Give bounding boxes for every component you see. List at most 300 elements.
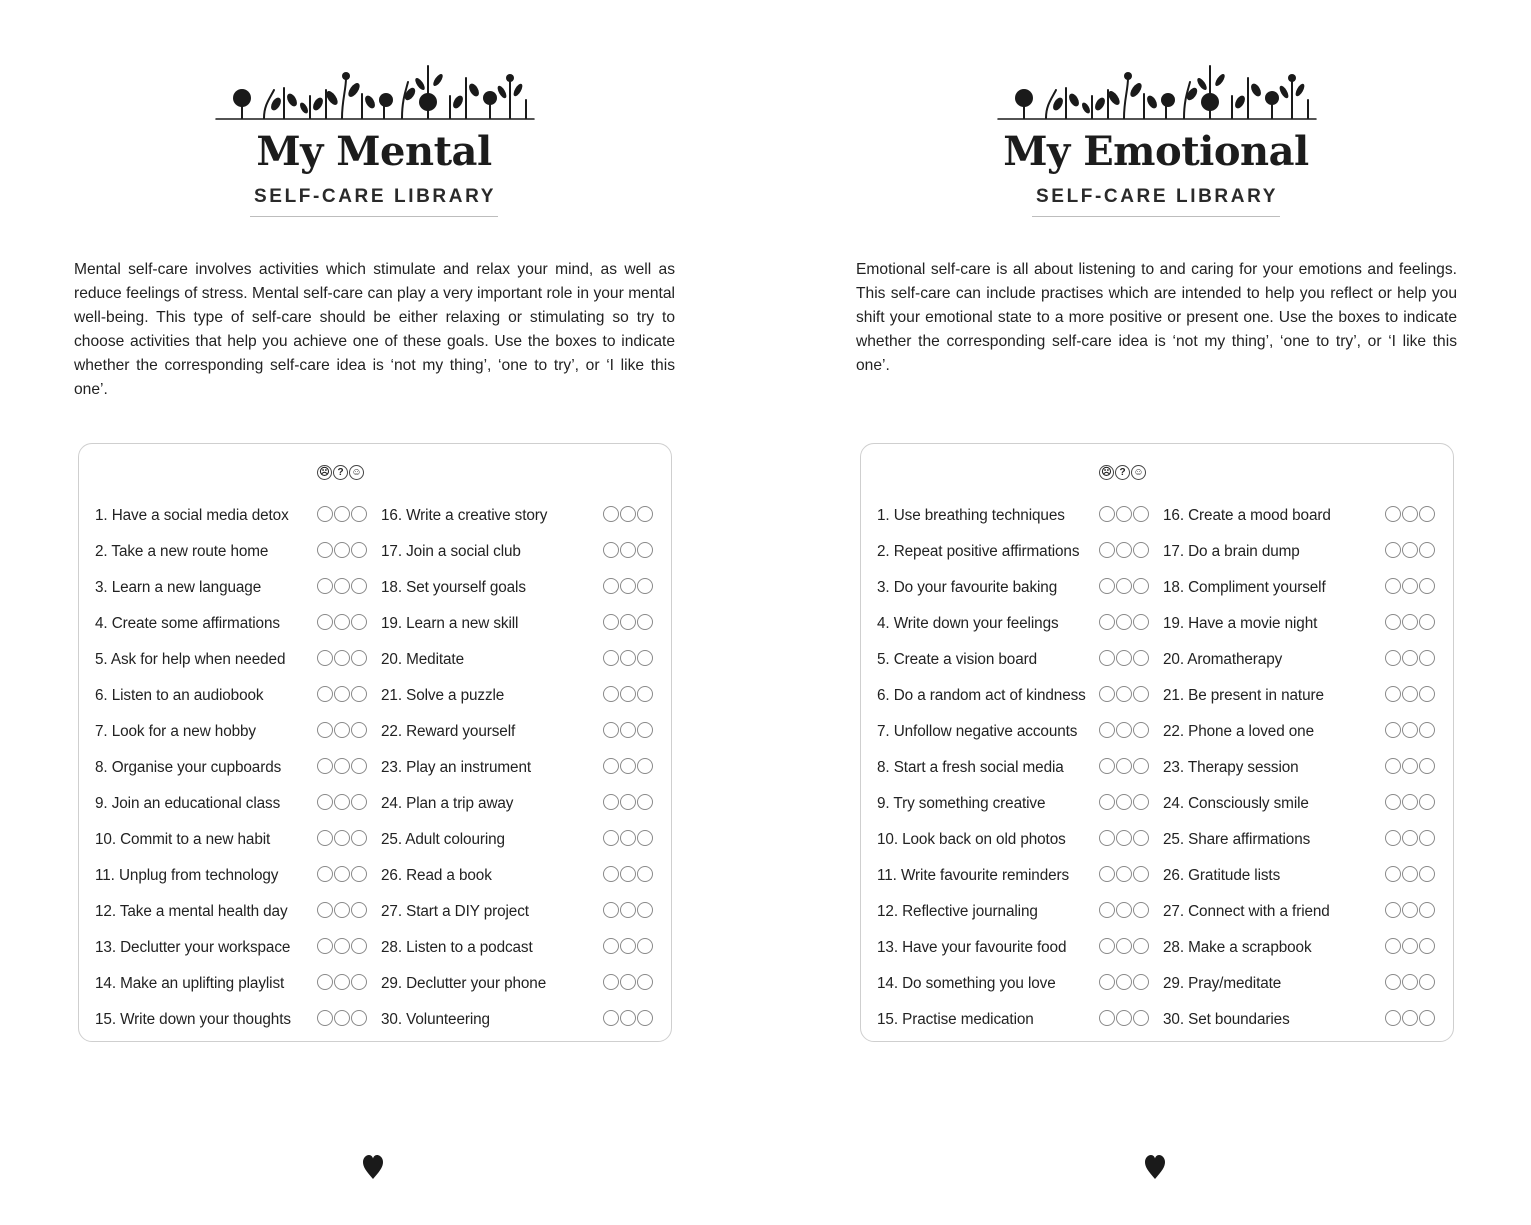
item-label: 27. Connect with a friend [1163,903,1330,920]
item-label: 12. Take a mental health day [95,903,288,920]
like-this-one-checkbox[interactable] [351,902,367,918]
one-to-try-checkbox[interactable] [1116,686,1132,702]
like-this-one-checkbox[interactable] [1419,830,1435,846]
like-this-one-checkbox[interactable] [1419,722,1435,738]
not-my-thing-checkbox[interactable] [1385,974,1401,990]
rating-boxes [603,722,653,738]
rating-boxes [317,650,367,666]
intro-paragraph: Mental self-care involves activities which stimulate and relax your mind, as well as reduce feelings of stress. Mental self-care can play a very important role in your mental well-being. This type of self-care should be either relaxing or stimulating so try to choose activities that help you achieve one of these goals. Use the boxes to indicate whether the corresponding self-care idea is ‘not my thing’, ‘one to try’, or ‘I like this one’. [74,261,675,398]
like-this-one-checkbox[interactable] [1419,794,1435,810]
heart-icon [1144,1154,1166,1180]
item-label: 4. Write down your feelings [877,615,1059,632]
like-this-one-checkbox[interactable] [1133,578,1149,594]
like-this-one-checkbox[interactable] [351,542,367,558]
item-label: 22. Phone a loved one [1163,723,1314,740]
like-this-one-checkbox[interactable] [637,614,653,630]
item-label: 6. Listen to an audiobook [95,687,264,704]
not-my-thing-checkbox[interactable] [317,974,333,990]
one-to-try-checkbox[interactable] [620,686,636,702]
one-to-try-checkbox[interactable] [620,758,636,774]
list-item [381,498,661,534]
like-this-one-checkbox[interactable] [1133,794,1149,810]
one-to-try-checkbox[interactable] [620,542,636,558]
like-this-one-checkbox[interactable] [1133,650,1149,666]
not-my-thing-checkbox[interactable] [1099,506,1115,522]
list-item [95,930,375,966]
one-to-try-checkbox[interactable] [1116,650,1132,666]
list-item [1163,786,1443,822]
list-item [1163,678,1443,714]
one-to-try-checkbox[interactable] [1402,830,1418,846]
not-my-thing-checkbox[interactable] [603,1010,619,1026]
list-item [1163,858,1443,894]
like-this-one-checkbox[interactable] [351,974,367,990]
list-item [1163,822,1443,858]
like-this-one-checkbox[interactable] [1419,578,1435,594]
one-to-try-checkbox[interactable] [620,902,636,918]
one-to-try-checkbox[interactable] [334,938,350,954]
item-label: 15. Write down your thoughts [95,1011,291,1028]
one-to-try-checkbox[interactable] [1116,542,1132,558]
list-item [1163,534,1443,570]
one-to-try-checkbox[interactable] [334,866,350,882]
not-my-thing-checkbox[interactable] [603,830,619,846]
one-to-try-checkbox[interactable] [1116,506,1132,522]
one-to-try-checkbox[interactable] [620,974,636,990]
like-this-one-checkbox[interactable] [1419,1010,1435,1026]
rating-boxes [1385,650,1435,666]
not-my-thing-checkbox[interactable] [603,650,619,666]
one-to-try-checkbox[interactable] [620,830,636,846]
rating-boxes [317,974,367,990]
not-my-thing-checkbox[interactable] [1099,938,1115,954]
rating-boxes [1385,686,1435,702]
like-this-one-checkbox[interactable] [1133,722,1149,738]
not-my-thing-checkbox[interactable] [1385,1010,1401,1026]
one-to-try-checkbox[interactable] [1402,686,1418,702]
one-to-try-checkbox[interactable] [334,686,350,702]
like-this-one-checkbox[interactable] [351,794,367,810]
like-this-one-checkbox[interactable] [1133,506,1149,522]
list-item [381,822,661,858]
one-to-try-checkbox[interactable] [1116,830,1132,846]
smile-face-icon: ☺ [1131,465,1146,480]
not-my-thing-checkbox[interactable] [317,794,333,810]
rating-boxes [317,866,367,882]
self-care-checklist [860,443,1454,1042]
not-my-thing-checkbox[interactable] [1385,830,1401,846]
not-my-thing-checkbox[interactable] [1099,758,1115,774]
one-to-try-checkbox[interactable] [334,542,350,558]
item-label: 30. Volunteering [381,1011,490,1028]
like-this-one-checkbox[interactable] [1133,830,1149,846]
one-to-try-checkbox[interactable] [334,722,350,738]
like-this-one-checkbox[interactable] [351,830,367,846]
list-item [381,750,661,786]
not-my-thing-checkbox[interactable] [317,902,333,918]
list-item [95,822,375,858]
like-this-one-checkbox[interactable] [1133,866,1149,882]
like-this-one-checkbox[interactable] [1419,686,1435,702]
one-to-try-checkbox[interactable] [1116,758,1132,774]
one-to-try-checkbox[interactable] [620,506,636,522]
one-to-try-checkbox[interactable] [334,830,350,846]
checklist-column-1 [95,498,375,1038]
item-label: 9. Join an educational class [95,795,281,812]
one-to-try-checkbox[interactable] [1116,938,1132,954]
question-icon: ? [1115,465,1130,480]
like-this-one-checkbox[interactable] [637,578,653,594]
list-item [877,606,1157,642]
like-this-one-checkbox[interactable] [351,866,367,882]
list-item [381,930,661,966]
not-my-thing-checkbox[interactable] [317,542,333,558]
one-to-try-checkbox[interactable] [1116,902,1132,918]
one-to-try-checkbox[interactable] [1402,902,1418,918]
one-to-try-checkbox[interactable] [620,794,636,810]
item-label: 14. Do something you love [877,975,1056,992]
list-item [95,750,375,786]
one-to-try-checkbox[interactable] [1116,794,1132,810]
floral-border-illustration [996,60,1318,122]
not-my-thing-checkbox[interactable] [603,578,619,594]
not-my-thing-checkbox[interactable] [1099,974,1115,990]
like-this-one-checkbox[interactable] [637,1010,653,1026]
not-my-thing-checkbox[interactable] [1385,686,1401,702]
like-this-one-checkbox[interactable] [1133,542,1149,558]
like-this-one-checkbox[interactable] [1419,974,1435,990]
like-this-one-checkbox[interactable] [1133,686,1149,702]
like-this-one-checkbox[interactable] [637,506,653,522]
rating-boxes [603,902,653,918]
list-item [381,714,661,750]
one-to-try-checkbox[interactable] [334,614,350,630]
rating-boxes [1385,830,1435,846]
not-my-thing-checkbox[interactable] [317,758,333,774]
list-item [381,606,661,642]
item-label: 21. Solve a puzzle [381,687,505,704]
list-item [95,642,375,678]
right-page [782,0,1531,1225]
list-item [381,1002,661,1038]
smile-face-icon: ☺ [349,465,364,480]
list-item [95,1002,375,1038]
list-item [1163,642,1443,678]
self-care-checklist [78,443,672,1042]
checklist-column-2 [1163,498,1443,1038]
not-my-thing-checkbox[interactable] [603,938,619,954]
rating-boxes [603,542,653,558]
like-this-one-checkbox[interactable] [637,542,653,558]
like-this-one-checkbox[interactable] [1133,938,1149,954]
like-this-one-checkbox[interactable] [351,938,367,954]
not-my-thing-checkbox[interactable] [603,722,619,738]
list-item [95,786,375,822]
not-my-thing-checkbox[interactable] [317,866,333,882]
not-my-thing-checkbox[interactable] [603,974,619,990]
like-this-one-checkbox[interactable] [351,1010,367,1026]
rating-boxes [1099,794,1149,810]
one-to-try-checkbox[interactable] [334,794,350,810]
not-my-thing-checkbox[interactable] [1099,1010,1115,1026]
item-label: 17. Join a social club [381,543,521,560]
item-label: 16. Create a mood board [1163,507,1331,524]
one-to-try-checkbox[interactable] [620,938,636,954]
like-this-one-checkbox[interactable] [1133,902,1149,918]
one-to-try-checkbox[interactable] [620,1010,636,1026]
like-this-one-checkbox[interactable] [351,758,367,774]
one-to-try-checkbox[interactable] [1402,578,1418,594]
like-this-one-checkbox[interactable] [637,650,653,666]
not-my-thing-checkbox[interactable] [1385,794,1401,810]
like-this-one-checkbox[interactable] [637,974,653,990]
not-my-thing-checkbox[interactable] [1099,902,1115,918]
rating-boxes [1385,542,1435,558]
one-to-try-checkbox[interactable] [620,722,636,738]
item-label: 13. Declutter your workspace [95,939,291,956]
sad-face-icon: ☹ [317,465,332,480]
rating-boxes [1385,1010,1435,1026]
like-this-one-checkbox[interactable] [1133,758,1149,774]
item-label: 19. Learn a new skill [381,615,519,632]
not-my-thing-checkbox[interactable] [1099,614,1115,630]
item-label: 20. Meditate [381,651,464,668]
not-my-thing-checkbox[interactable] [317,830,333,846]
item-label: 28. Listen to a podcast [381,939,533,956]
list-item [95,678,375,714]
not-my-thing-checkbox[interactable] [317,614,333,630]
rating-legend [317,465,364,480]
not-my-thing-checkbox[interactable] [317,650,333,666]
like-this-one-checkbox[interactable] [637,722,653,738]
not-my-thing-checkbox[interactable] [603,758,619,774]
like-this-one-checkbox[interactable] [351,506,367,522]
list-item [95,534,375,570]
like-this-one-checkbox[interactable] [1419,650,1435,666]
not-my-thing-checkbox[interactable] [1385,902,1401,918]
rating-boxes [1385,722,1435,738]
rating-boxes [1385,614,1435,630]
one-to-try-checkbox[interactable] [1116,1010,1132,1026]
list-item [877,858,1157,894]
like-this-one-checkbox[interactable] [351,578,367,594]
not-my-thing-checkbox[interactable] [603,902,619,918]
rating-boxes [317,722,367,738]
item-label: 1. Have a social media detox [95,507,289,524]
like-this-one-checkbox[interactable] [637,758,653,774]
not-my-thing-checkbox[interactable] [1099,578,1115,594]
one-to-try-checkbox[interactable] [1402,542,1418,558]
like-this-one-checkbox[interactable] [637,794,653,810]
list-item [877,534,1157,570]
like-this-one-checkbox[interactable] [1419,542,1435,558]
checklist-column-1 [877,498,1157,1038]
item-label: 6. Do a random act of kindness [877,687,1086,704]
rating-boxes [1099,686,1149,702]
one-to-try-checkbox[interactable] [1402,650,1418,666]
one-to-try-checkbox[interactable] [334,758,350,774]
list-item [877,678,1157,714]
like-this-one-checkbox[interactable] [637,902,653,918]
list-item [381,966,661,1002]
like-this-one-checkbox[interactable] [637,686,653,702]
not-my-thing-checkbox[interactable] [1099,686,1115,702]
not-my-thing-checkbox[interactable] [1385,938,1401,954]
one-to-try-checkbox[interactable] [1402,1010,1418,1026]
list-item [381,786,661,822]
list-item [95,606,375,642]
rating-boxes [1099,614,1149,630]
not-my-thing-checkbox[interactable] [1099,794,1115,810]
item-label: 2. Repeat positive affirmations [877,543,1080,560]
like-this-one-checkbox[interactable] [637,830,653,846]
like-this-one-checkbox[interactable] [1133,614,1149,630]
not-my-thing-checkbox[interactable] [1385,866,1401,882]
not-my-thing-checkbox[interactable] [603,542,619,558]
like-this-one-checkbox[interactable] [351,614,367,630]
one-to-try-checkbox[interactable] [1402,866,1418,882]
like-this-one-checkbox[interactable] [1133,974,1149,990]
list-item [877,750,1157,786]
one-to-try-checkbox[interactable] [1402,722,1418,738]
rating-boxes [317,686,367,702]
not-my-thing-checkbox[interactable] [1385,542,1401,558]
not-my-thing-checkbox[interactable] [1099,722,1115,738]
one-to-try-checkbox[interactable] [620,866,636,882]
one-to-try-checkbox[interactable] [620,578,636,594]
one-to-try-checkbox[interactable] [1116,866,1132,882]
not-my-thing-checkbox[interactable] [1385,614,1401,630]
sad-face-icon: ☹ [1099,465,1114,480]
rating-boxes [603,974,653,990]
item-label: 12. Reflective journaling [877,903,1038,920]
one-to-try-checkbox[interactable] [334,578,350,594]
list-item [877,714,1157,750]
one-to-try-checkbox[interactable] [1402,758,1418,774]
rating-boxes [1385,506,1435,522]
list-item [381,642,661,678]
like-this-one-checkbox[interactable] [1133,1010,1149,1026]
one-to-try-checkbox[interactable] [1402,794,1418,810]
like-this-one-checkbox[interactable] [1419,758,1435,774]
item-label: 10. Commit to a new habit [95,831,271,848]
rating-boxes [1385,794,1435,810]
not-my-thing-checkbox[interactable] [603,866,619,882]
not-my-thing-checkbox[interactable] [317,722,333,738]
like-this-one-checkbox[interactable] [351,686,367,702]
one-to-try-checkbox[interactable] [334,974,350,990]
one-to-try-checkbox[interactable] [334,902,350,918]
rating-boxes [1385,902,1435,918]
not-my-thing-checkbox[interactable] [1385,758,1401,774]
not-my-thing-checkbox[interactable] [1099,830,1115,846]
list-item [877,1002,1157,1038]
not-my-thing-checkbox[interactable] [317,578,333,594]
not-my-thing-checkbox[interactable] [1385,722,1401,738]
rating-boxes [1099,650,1149,666]
item-label: 25. Share affirmations [1163,831,1311,848]
rating-boxes [317,938,367,954]
list-item [381,570,661,606]
item-label: 23. Therapy session [1163,759,1299,776]
one-to-try-checkbox[interactable] [334,650,350,666]
item-label: 26. Gratitude lists [1163,867,1281,884]
like-this-one-checkbox[interactable] [1419,902,1435,918]
one-to-try-checkbox[interactable] [1402,614,1418,630]
not-my-thing-checkbox[interactable] [1385,578,1401,594]
one-to-try-checkbox[interactable] [1116,614,1132,630]
item-label: 19. Have a movie night [1163,615,1318,632]
like-this-one-checkbox[interactable] [637,866,653,882]
not-my-thing-checkbox[interactable] [1099,542,1115,558]
rating-boxes [317,614,367,630]
like-this-one-checkbox[interactable] [637,938,653,954]
page-subtitle: SELF-CARE LIBRARY [0,186,748,217]
rating-boxes [1099,830,1149,846]
rating-boxes [1385,758,1435,774]
like-this-one-checkbox[interactable] [1419,866,1435,882]
list-item [877,966,1157,1002]
not-my-thing-checkbox[interactable] [1099,866,1115,882]
not-my-thing-checkbox[interactable] [317,1010,333,1026]
rating-legend [1099,465,1146,480]
one-to-try-checkbox[interactable] [620,614,636,630]
not-my-thing-checkbox[interactable] [1385,650,1401,666]
list-item [1163,498,1443,534]
list-item [877,930,1157,966]
rating-boxes [317,902,367,918]
list-item [381,534,661,570]
one-to-try-checkbox[interactable] [620,650,636,666]
not-my-thing-checkbox[interactable] [317,686,333,702]
not-my-thing-checkbox[interactable] [603,506,619,522]
item-label: 24. Consciously smile [1163,795,1309,812]
one-to-try-checkbox[interactable] [334,506,350,522]
list-item [1163,606,1443,642]
not-my-thing-checkbox[interactable] [317,506,333,522]
one-to-try-checkbox[interactable] [1402,938,1418,954]
item-label: 29. Pray/meditate [1163,975,1282,992]
one-to-try-checkbox[interactable] [1402,506,1418,522]
like-this-one-checkbox[interactable] [351,722,367,738]
one-to-try-checkbox[interactable] [1116,722,1132,738]
not-my-thing-checkbox[interactable] [1385,506,1401,522]
one-to-try-checkbox[interactable] [1116,974,1132,990]
item-label: 11. Write favourite reminders [877,867,1070,884]
item-label: 14. Make an uplifting playlist [95,975,285,992]
not-my-thing-checkbox[interactable] [1099,650,1115,666]
like-this-one-checkbox[interactable] [1419,614,1435,630]
one-to-try-checkbox[interactable] [1116,578,1132,594]
item-label: 24. Plan a trip away [381,795,514,812]
item-label: 18. Set yourself goals [381,579,526,596]
list-item [381,858,661,894]
not-my-thing-checkbox[interactable] [603,614,619,630]
not-my-thing-checkbox[interactable] [603,794,619,810]
like-this-one-checkbox[interactable] [1419,506,1435,522]
one-to-try-checkbox[interactable] [334,1010,350,1026]
item-label: 28. Make a scrapbook [1163,939,1312,956]
like-this-one-checkbox[interactable] [351,650,367,666]
list-item [1163,570,1443,606]
rating-boxes [317,794,367,810]
rating-boxes [603,506,653,522]
rating-boxes [1099,506,1149,522]
one-to-try-checkbox[interactable] [1402,974,1418,990]
not-my-thing-checkbox[interactable] [603,686,619,702]
not-my-thing-checkbox[interactable] [317,938,333,954]
like-this-one-checkbox[interactable] [1419,938,1435,954]
